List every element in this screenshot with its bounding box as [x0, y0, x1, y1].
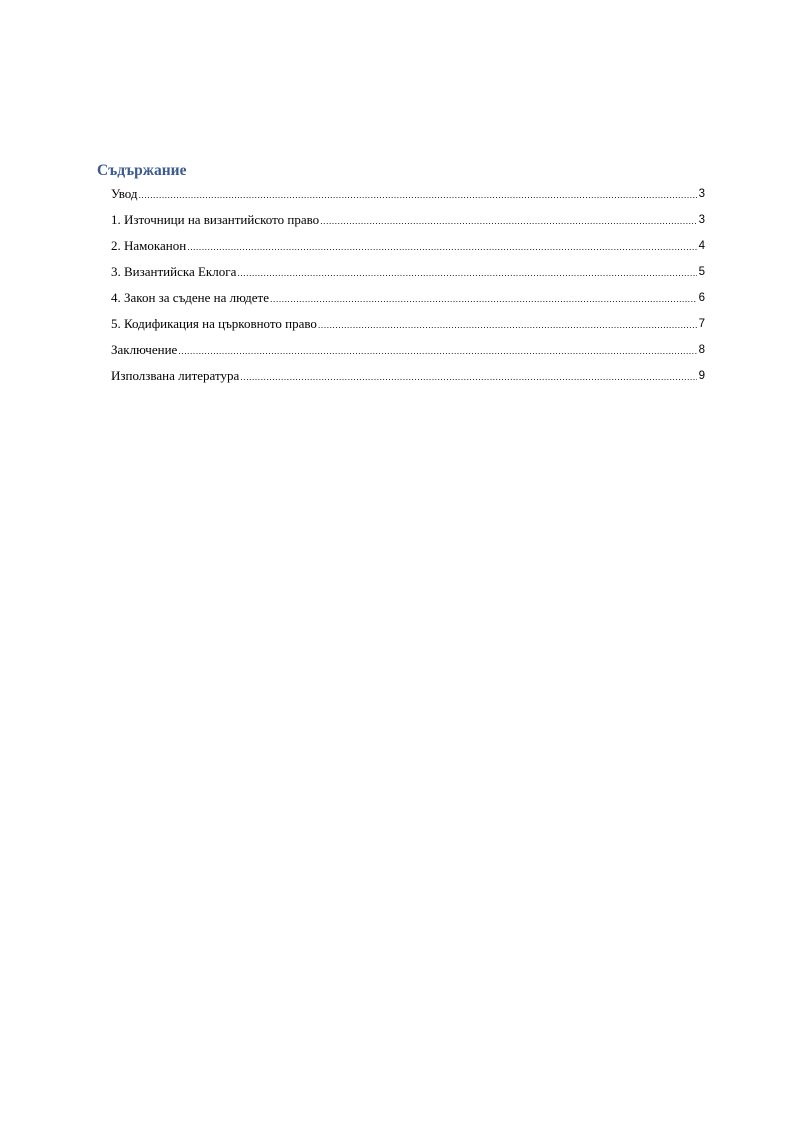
toc-page-number: 6 [698, 292, 705, 304]
toc-entry-intro[interactable] [111, 182, 705, 202]
toc-entry-label: 3. Византийска Еклога [111, 264, 237, 279]
toc-entry-label: Заключение [111, 342, 178, 357]
toc-dot-leader [187, 240, 697, 254]
toc-dot-leader [318, 318, 697, 332]
toc-dot-leader [139, 188, 697, 202]
toc-entry-label: 1. Източници на византийското право [111, 212, 320, 227]
toc-entry-codification[interactable] [111, 306, 705, 332]
toc-entry-nomocanon[interactable] [111, 228, 705, 254]
toc-entry-label: 5. Кодификация на църковното право [111, 316, 317, 331]
toc-page-number: 4 [698, 240, 705, 252]
toc-entry-ecloga[interactable] [111, 254, 705, 280]
toc-dot-leader [240, 370, 697, 384]
toc-entry-label: 4. Закон за съдене на людете [111, 290, 270, 305]
toc-entry-law-judging[interactable] [111, 280, 705, 306]
toc-page-number: 9 [698, 370, 705, 382]
toc-dot-leader [237, 266, 697, 280]
toc-dot-leader [320, 214, 697, 228]
toc-entry-label: Увод [111, 186, 138, 201]
toc-heading: Съдържание [97, 162, 187, 179]
toc-dot-leader [178, 344, 697, 358]
toc-dot-leader [270, 292, 697, 306]
toc-entry-label: 2. Намоканон [111, 238, 187, 253]
toc-page-number: 3 [698, 188, 705, 200]
toc-entry-sources[interactable] [111, 202, 705, 228]
toc-page-number: 8 [698, 344, 705, 356]
toc-entry-label: Използвана литература [111, 368, 240, 383]
toc-page-number: 7 [698, 318, 705, 330]
table-of-contents [97, 160, 705, 384]
toc-page-number: 5 [698, 266, 705, 278]
toc-entry-bibliography[interactable] [111, 358, 705, 384]
toc-list [97, 182, 705, 384]
toc-page-number: 3 [698, 214, 705, 226]
toc-entry-conclusion[interactable] [111, 332, 705, 358]
